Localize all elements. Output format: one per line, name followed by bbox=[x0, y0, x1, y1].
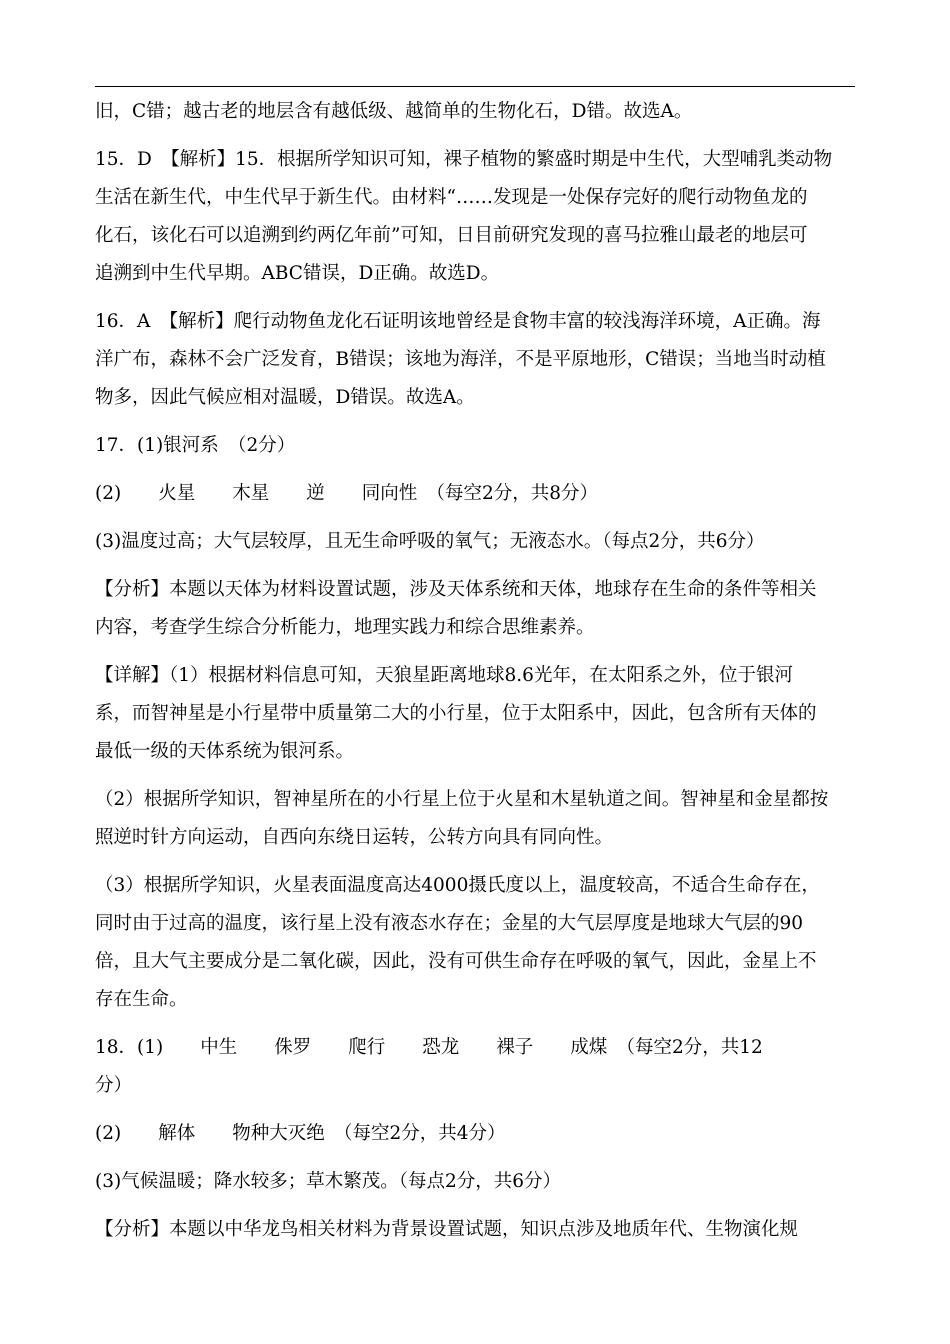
text-line: 15．D 【解析】15．根据所学知识可知，裸子植物的繁盛时期是中生代，大型哺乳类动物 bbox=[95, 149, 833, 170]
paragraph-p17-2 bbox=[95, 475, 857, 513]
paragraph-p16 bbox=[95, 303, 857, 417]
paragraph-p15 bbox=[95, 141, 857, 293]
text-line: （3）根据所学知识，火星表面温度高达4000摄氏度以上，温度较高，不适合生命存在， bbox=[95, 875, 820, 896]
paragraph-p18-2 bbox=[95, 1115, 857, 1153]
header-rule bbox=[95, 86, 855, 87]
text-line: 生活在新生代，中生代早于新生代。由材料“……发现是一处保存完好的爬行动物鱼龙的 bbox=[95, 187, 808, 208]
text-line: 追溯到中生代早期。ABC错误，D正确。故选D。 bbox=[95, 263, 500, 284]
text-line: 物多，因此气候应相对温暖，D错误。故选A。 bbox=[95, 387, 475, 408]
text-line: 存在生命。 bbox=[95, 989, 188, 1010]
paragraph-p17-3 bbox=[95, 523, 857, 561]
text-line: (2) 解体 物种大灭绝 （每空2分，共4分） bbox=[95, 1123, 506, 1144]
paragraph-p17-detail-3 bbox=[95, 867, 857, 1019]
document-body bbox=[95, 93, 857, 1259]
text-line: 化石，该化石可以追溯到约两亿年前”可知，日目前研究发现的喜马拉雅山最老的地层可 bbox=[95, 225, 808, 246]
text-line: (3)气候温暖；降水较多；草木繁茂。（每点2分，共6分） bbox=[95, 1171, 561, 1192]
paragraph-p18-analysis bbox=[95, 1211, 857, 1249]
paragraph-p17-1 bbox=[95, 427, 857, 465]
text-line: 洋广布，森林不会广泛发育，B错误；该地为海洋，不是平原地形，C错误；当地当时动植 bbox=[95, 349, 826, 370]
text-line: 倍，且大气主要成分是二氧化碳，因此，没有可供生命存在呼吸的氧气，因此，金星上不 bbox=[95, 951, 817, 972]
text-line: 照逆时针方向运动，自西向东绕日运转，公转方向具有同向性。 bbox=[95, 827, 614, 848]
text-line: 系，而智神星是小行星带中质量第二大的小行星，位于太阳系中，因此，包含所有天体的 bbox=[95, 703, 817, 724]
text-line: 18．(1) 中生 侏罗 爬行 恐龙 裸子 成煤 （每空2分，共12 bbox=[95, 1037, 763, 1058]
text-line: (3)温度过高；大气层较厚，且无生命呼吸的氧气；无液态水。（每点2分，共6分） bbox=[95, 531, 765, 552]
text-line: 【分析】本题以天体为材料设置试题，涉及天体系统和天体，地球存在生命的条件等相关 bbox=[95, 579, 817, 600]
text-line: 【详解】（1）根据材料信息可知，天狼星距离地球8.6光年，在太阳系之外，位于银河 bbox=[95, 665, 793, 686]
text-line: 【分析】本题以中华龙鸟相关材料为背景设置试题，知识点涉及地质年代、生物演化规 bbox=[95, 1219, 799, 1240]
paragraph-p18-3 bbox=[95, 1163, 857, 1201]
paragraph-p17-detail-2 bbox=[95, 781, 857, 857]
paragraph-p17-detail-1 bbox=[95, 657, 857, 771]
text-line: (2) 火星 木星 逆 同向性 （每空2分，共8分） bbox=[95, 483, 598, 504]
text-line: 内容，考查学生综合分析能力，地理实践力和综合思维素养。 bbox=[95, 617, 595, 638]
text-line: 17．(1)银河系 （2分） bbox=[95, 435, 296, 456]
paragraph-p14-tail bbox=[95, 93, 857, 131]
text-line: 最低一级的天体系统为银河系。 bbox=[95, 741, 355, 762]
text-line: 分） bbox=[95, 1075, 133, 1096]
text-line: 同时由于过高的温度，该行星上没有液态水存在；金星的大气层厚度是地球大气层的90 bbox=[95, 913, 804, 934]
paragraph-p18-1 bbox=[95, 1029, 857, 1105]
text-line: 旧，C错；越古老的地层含有越低级、越简单的生物化石，D错。故选A。 bbox=[95, 101, 693, 122]
text-line: 16．A 【解析】爬行动物鱼龙化石证明该地曾经是食物丰富的较浅海洋环境，A正确。海 bbox=[95, 311, 821, 332]
text-line: （2）根据所学知识，智神星所在的小行星上位于火星和木星轨道之间。智神星和金星都按 bbox=[95, 789, 829, 810]
paragraph-p17-analysis bbox=[95, 571, 857, 647]
